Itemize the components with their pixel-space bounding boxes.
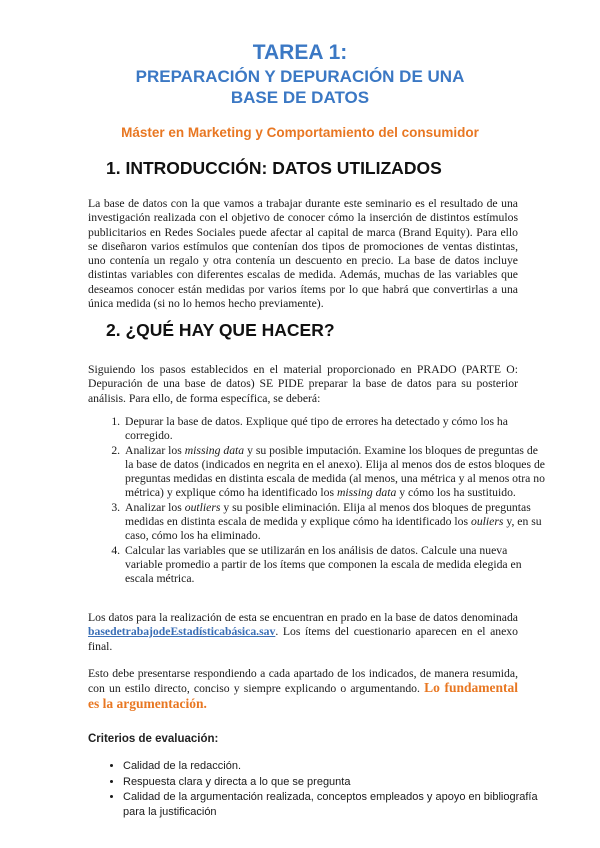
presentation-paragraph: Esto debe presentarse respondiendo a cada apartado de los indicados, de manera resumida, con un estilo directo, conciso y siempre explicando o argumentando. Lo fundamental es la argumentación. (88, 667, 518, 711)
list-item: 3. Analizar los outliers y su posible eliminación. Elija al menos dos bloques de preguntas medidas en distinta escala de medida y explique cómo ha identificado los ouliers y, en su caso, cómo los ha eliminado. (123, 501, 547, 544)
intro-paragraph: La base de datos con la que vamos a trabajar durante este seminario es el resultado de una investigación realizada con el objetivo de conocer cómo la inserción de distintos estímulos publicitarios en Redes Sociales puede afectar al capital de marca (Brand Equity). Para ello se diseñaron varios estímulos que contenían dos tipos de promociones de ventas distintas, uno contenía un regalo y otra contenía un descuento en precio. La base de datos incluye distintas variables con diferentes escalas de medida. Además, muchas de las variables que deseamos conocer están medidas por varios ítems por lo que habrá que convertirlas a una única medida (si no lo hemos hecho previamente). (88, 197, 518, 311)
section-heading-que-hacer: 2. ¿QUÉ HAY QUE HACER? (106, 320, 335, 340)
list-item: 4. Calcular las variables que se utilizarán en los análisis de datos. Calcule una nueva variable promedio a partir de los ítems que componen la escala de medida elegida en escala métrica. (123, 544, 547, 587)
database-file-link[interactable]: basedetrabajodeEstadísticabásica.sav (88, 625, 276, 639)
subtitle-line: PREPARACIÓN Y DEPURACIÓN DE UNA (135, 67, 465, 86)
criteria-heading: Criterios de evaluación: (88, 733, 219, 745)
document-title: TAREA 1: (252, 41, 348, 64)
section-heading-introduccion: 1. INTRODUCCIÓN: DATOS UTILIZADOS (106, 158, 442, 178)
data-source-paragraph: Los datos para la realización de esta se encuentran en prado en la base de datos denominada basedetrabajodeEstadísticabásica.sav. Los ítems del cuestionario aparecen en el anexo final. (88, 611, 518, 653)
program-name: Máster en Marketing y Comportamiento del consumidor (121, 125, 479, 140)
list-item: • Calidad de la argumentación realizada, conceptos empleados y apoyo en bibliografía para la justificación (123, 790, 543, 819)
list-item: 1. Depurar la base de datos. Explique qué tipo de errores ha detectado y cómo los ha corregido. (123, 415, 547, 444)
list-item: • Calidad de la redacción. (123, 759, 543, 774)
task-steps-list (88, 415, 547, 587)
document-subtitle (0, 66, 600, 108)
criteria-list (88, 759, 543, 820)
emphasis-text: Lo fundamental es la argumentación. (88, 680, 518, 711)
list-item: 2. Analizar los missing data y su posible imputación. Examine los bloques de preguntas de la base de datos (indicados en negrita en el anexo). Elija al menos dos de estos bloques de preguntas medidas en distinta escala de medida (al menos, una métrica y al menos otra no métrica) y explique cómo ha identificado los missing data y cómo los ha sustituido. (123, 444, 547, 501)
list-item: • Respuesta clara y directa a lo que se pregunta (123, 775, 543, 790)
subtitle-line: BASE DE DATOS (230, 88, 370, 107)
task-intro-paragraph: Siguiendo los pasos establecidos en el material proporcionado en PRADO (PARTE O: Depuración de una base de datos) SE PIDE preparar la base de datos para su posterior análisis. Para ello, de forma específica, se deberá: (88, 363, 518, 405)
